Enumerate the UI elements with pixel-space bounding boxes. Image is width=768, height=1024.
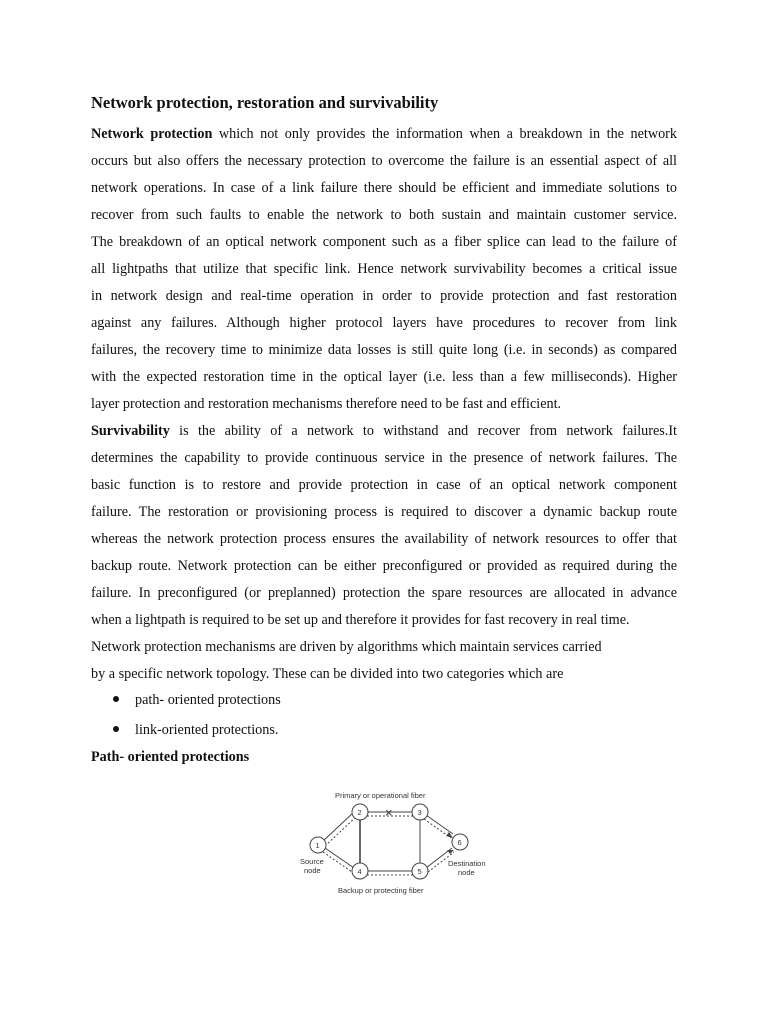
paragraph-line: The breakdown of an optical network component such as a fiber splice can lead to the failure of — [91, 234, 677, 250]
page-title: Network protection, restoration and survivability — [91, 93, 439, 112]
node-5-label: 5 — [417, 867, 422, 876]
paragraph-line: with the expected restoration time in the optical layer (i.e. less than a few milliseconds). Higher — [91, 369, 677, 385]
paragraph-line-text: is the ability of a network to withstand and recover from network failures.It — [169, 423, 677, 439]
bold-lead-network-protection: Network protection — [91, 126, 213, 142]
network-diagram — [290, 782, 500, 902]
paragraph-line: when a lightpath is required to be set up and therefore it provides for fast recovery in real time. — [91, 612, 630, 628]
paragraph-line: Network protection mechanisms are driven by algorithms which maintain services carried — [91, 639, 602, 655]
link-1-4 — [325, 848, 354, 868]
destination-label-line2: node — [458, 868, 475, 877]
destination-label-line1: Destination — [448, 859, 486, 868]
node-1-label: 1 — [315, 841, 320, 850]
paragraph-line: by a specific network topology. These can be divided into two categories which are — [91, 666, 564, 682]
primary-path-1-2 — [325, 816, 357, 846]
backup-fiber-label: Backup or protecting fiber — [338, 886, 424, 895]
node-6-label: 6 — [457, 838, 462, 847]
paragraph-line: recover from such faults to enable the network to both sustain and maintain customer service. — [91, 207, 677, 223]
link-3-6 — [426, 815, 453, 834]
source-label-line2: node — [304, 866, 321, 875]
paragraph-line: failures, the recovery time to minimize data losses is still quite long (i.e. in seconds) as compared — [91, 342, 677, 358]
paragraph-line: occurs but also offers the necessary protection to overcome the failure is an essential aspect of all — [91, 153, 677, 169]
paragraph-line: network operations. In case of a link failure there should be efficient and immediate solutions to — [91, 180, 677, 196]
bullet-text: path- oriented protections — [135, 692, 281, 708]
node-4-label: 4 — [357, 867, 362, 876]
network-diagram-svg — [290, 782, 500, 902]
paragraph-line — [91, 124, 677, 144]
bullet-dot-icon — [113, 726, 119, 732]
paragraph-line: in network design and real-time operation in order to provide protection and fast restoration — [91, 288, 677, 304]
bullet-item — [113, 720, 279, 740]
paragraph-line-text: which not only provides the information when a breakdown in the network — [212, 126, 677, 142]
arrow-backup-icon — [447, 850, 454, 854]
primary-fiber-label: Primary or operational fiber — [335, 791, 426, 800]
paragraph-line: failure. The restoration or provisioning process is required to discover a dynamic backup route — [91, 504, 677, 520]
paragraph-line: layer protection and restoration mechanisms therefore need to be fast and efficient. — [91, 396, 562, 412]
bullet-dot-icon — [113, 696, 119, 702]
paragraph-line: all lightpaths that utilize that specific link. Hence network survivability becomes a critical issue — [91, 261, 677, 277]
paragraph-line: against any failures. Although higher protocol layers have procedures to recover from link — [91, 315, 677, 331]
paragraph-line: basic function is to restore and provide protection in case of an optical network component — [91, 477, 677, 493]
node-3-label: 3 — [417, 808, 422, 817]
paragraph-line: whereas the network protection process ensures the availability of network resources to offer that — [91, 531, 677, 547]
paragraph-line: failure. In preconfigured (or preplanned) protection the spare resources are allocated in advance — [91, 585, 677, 601]
paragraph-line — [91, 421, 677, 441]
bullet-item — [113, 690, 281, 710]
paragraph-line: determines the capability to provide continuous service in the presence of network failures. The — [91, 450, 677, 466]
section-subheading: Path- oriented protections — [91, 749, 250, 765]
source-label-line1: Source — [300, 857, 324, 866]
failure-mark-icon: × — [385, 805, 393, 820]
node-2-label: 2 — [357, 808, 362, 817]
backup-path-1-4 — [323, 852, 352, 872]
paragraph-line: backup route. Network protection can be either preconfigured or provided as required during the — [91, 558, 677, 574]
link-1-2 — [322, 812, 354, 842]
bold-lead-survivability: Survivability — [91, 423, 170, 439]
bullet-text: link-oriented protections. — [135, 722, 279, 738]
